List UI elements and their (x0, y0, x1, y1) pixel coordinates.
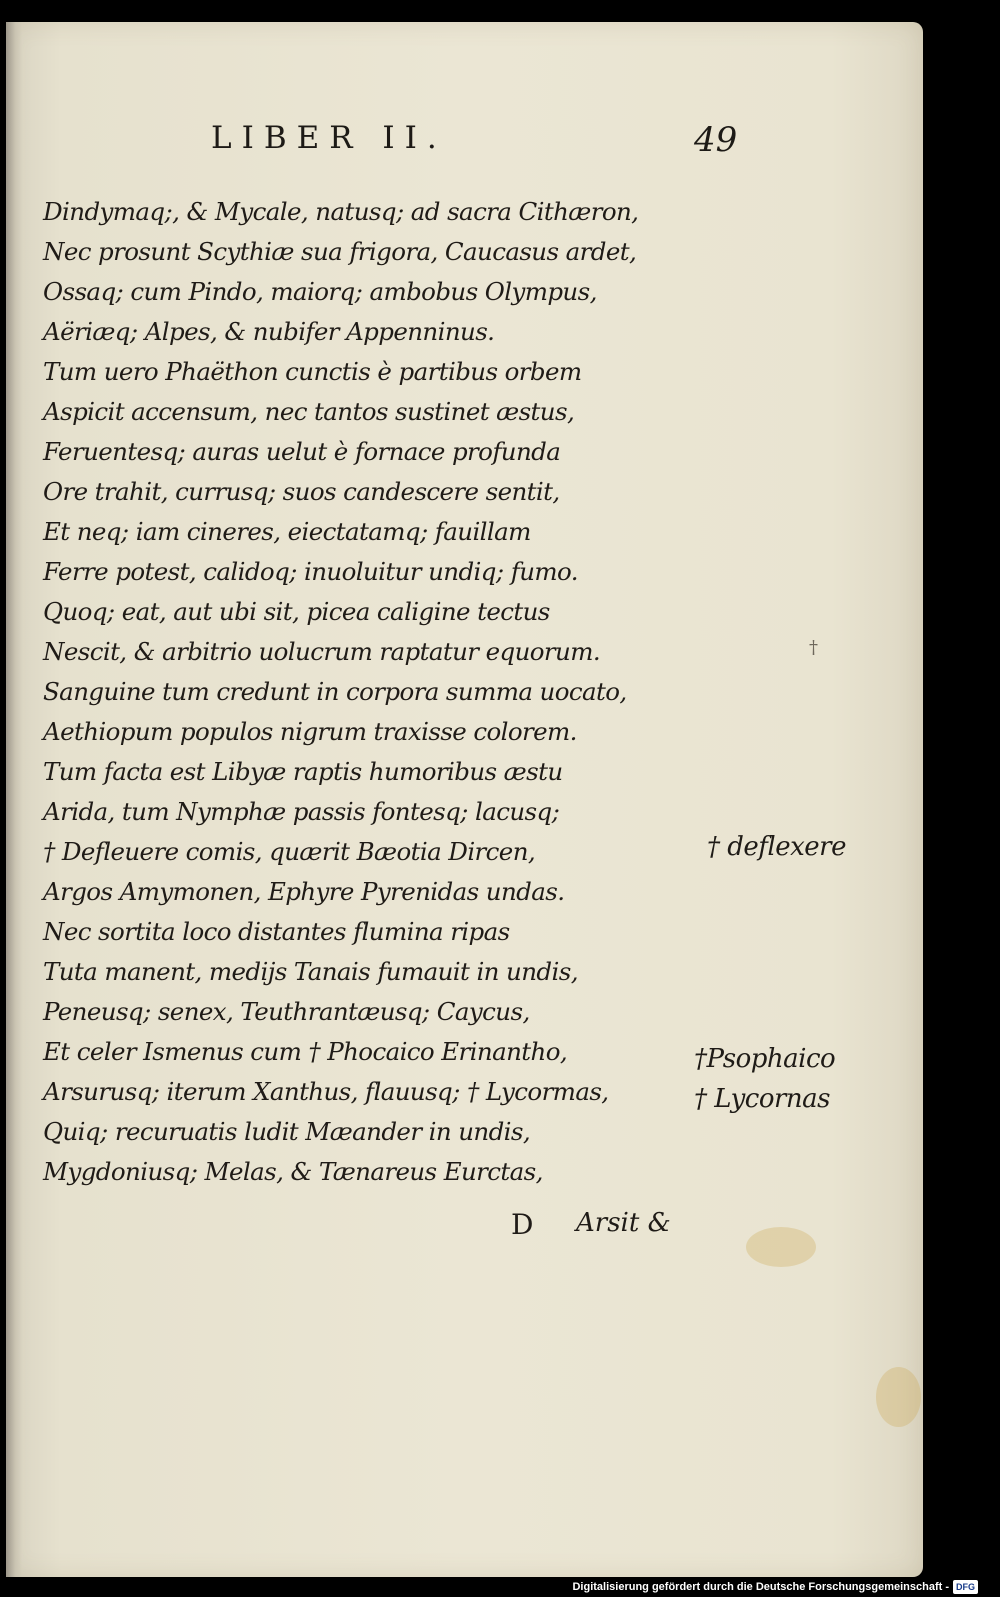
verse-line: Aethiopum populos nigrum traxisse colorem. (43, 717, 577, 746)
book-page (6, 22, 923, 1577)
faint-dagger-mark: † (809, 637, 818, 658)
catchword: Arsit & (576, 1208, 671, 1238)
verse-text-block (43, 192, 638, 1192)
folio-number: 49 (694, 120, 738, 160)
verse-line: Quoq; eat, aut ubi sit, picea caligine tectus (43, 597, 550, 626)
verse-line: Ossaq; cum Pindo, maiorq; ambobus Olympus, (43, 277, 597, 306)
verse-line: Tum facta est Libyæ raptis humoribus æstu (43, 757, 563, 786)
verse-line: Dindymaq;, & Mycale, natusq; ad sacra Cithæron, (43, 197, 639, 226)
verse-line: Tuta manent, medijs Tanais fumauit in undis, (43, 957, 578, 986)
verse-line: † Defleuere comis, quærit Bæotia Dircen, (43, 837, 536, 866)
marginal-note-lycornas: † Lycornas (694, 1084, 830, 1114)
verse-line: Arida, tum Nymphæ passis fontesq; lacusq; (43, 797, 560, 826)
verse-line: Et neq; iam cineres, eiectatamq; fauillam (43, 517, 531, 546)
paper-stain (746, 1227, 816, 1267)
verse-line: Ore trahit, currusq; suos candescere sentit, (43, 477, 560, 506)
verse-line: Arsurusq; iterum Xanthus, flauusq; † Lycormas, (43, 1077, 609, 1106)
paper-stain (876, 1367, 921, 1427)
verse-line: Nec sortita loco distantes flumina ripas (43, 917, 510, 946)
verse-line: Argos Amymonen, Ephyre Pyrenidas undas. (43, 877, 565, 906)
digitization-attribution (572, 1579, 978, 1595)
verse-line: Sanguine tum credunt in corpora summa uocato, (43, 677, 627, 706)
signature-mark: D (511, 1208, 534, 1241)
verse-line: Feruentesq; auras uelut è fornace profunda (43, 437, 561, 466)
verse-line: Aspicit accensum, nec tantos sustinet æstus, (43, 397, 575, 426)
page-gutter-shadow (6, 22, 22, 1577)
verse-line: Nec prosunt Scythiæ sua frigora, Caucasus ardet, (43, 237, 637, 266)
marginal-note-deflexere: † deflexere (707, 832, 846, 862)
verse-line: Nescit, & arbitrio uolucrum raptatur equorum. (43, 637, 601, 666)
dfg-logo-icon: DFG (953, 1580, 978, 1594)
verse-line: Peneusq; senex, Teuthrantæusq; Caycus, (43, 997, 530, 1026)
verse-line: Et celer Ismenus cum † Phocaico Erinantho, (43, 1037, 568, 1066)
verse-line: Tum uero Phaëthon cunctis è partibus orbem (43, 357, 582, 386)
attribution-text: Digitalisierung gefördert durch die Deutsche Forschungsgemeinschaft - (572, 1581, 949, 1593)
marginal-note-psophaico: †Psophaico (694, 1044, 836, 1074)
verse-line: Ferre potest, calidoq; inuoluitur undiq; fumo. (43, 557, 578, 586)
running-head: LIBER II. (211, 120, 447, 156)
verse-line: Mygdoniusq; Melas, & Tænareus Eurctas, (43, 1157, 543, 1186)
verse-line: Quiq; recuruatis ludit Mæander in undis, (43, 1117, 531, 1146)
verse-line: Aëriæq; Alpes, & nubifer Appenninus. (43, 317, 495, 346)
